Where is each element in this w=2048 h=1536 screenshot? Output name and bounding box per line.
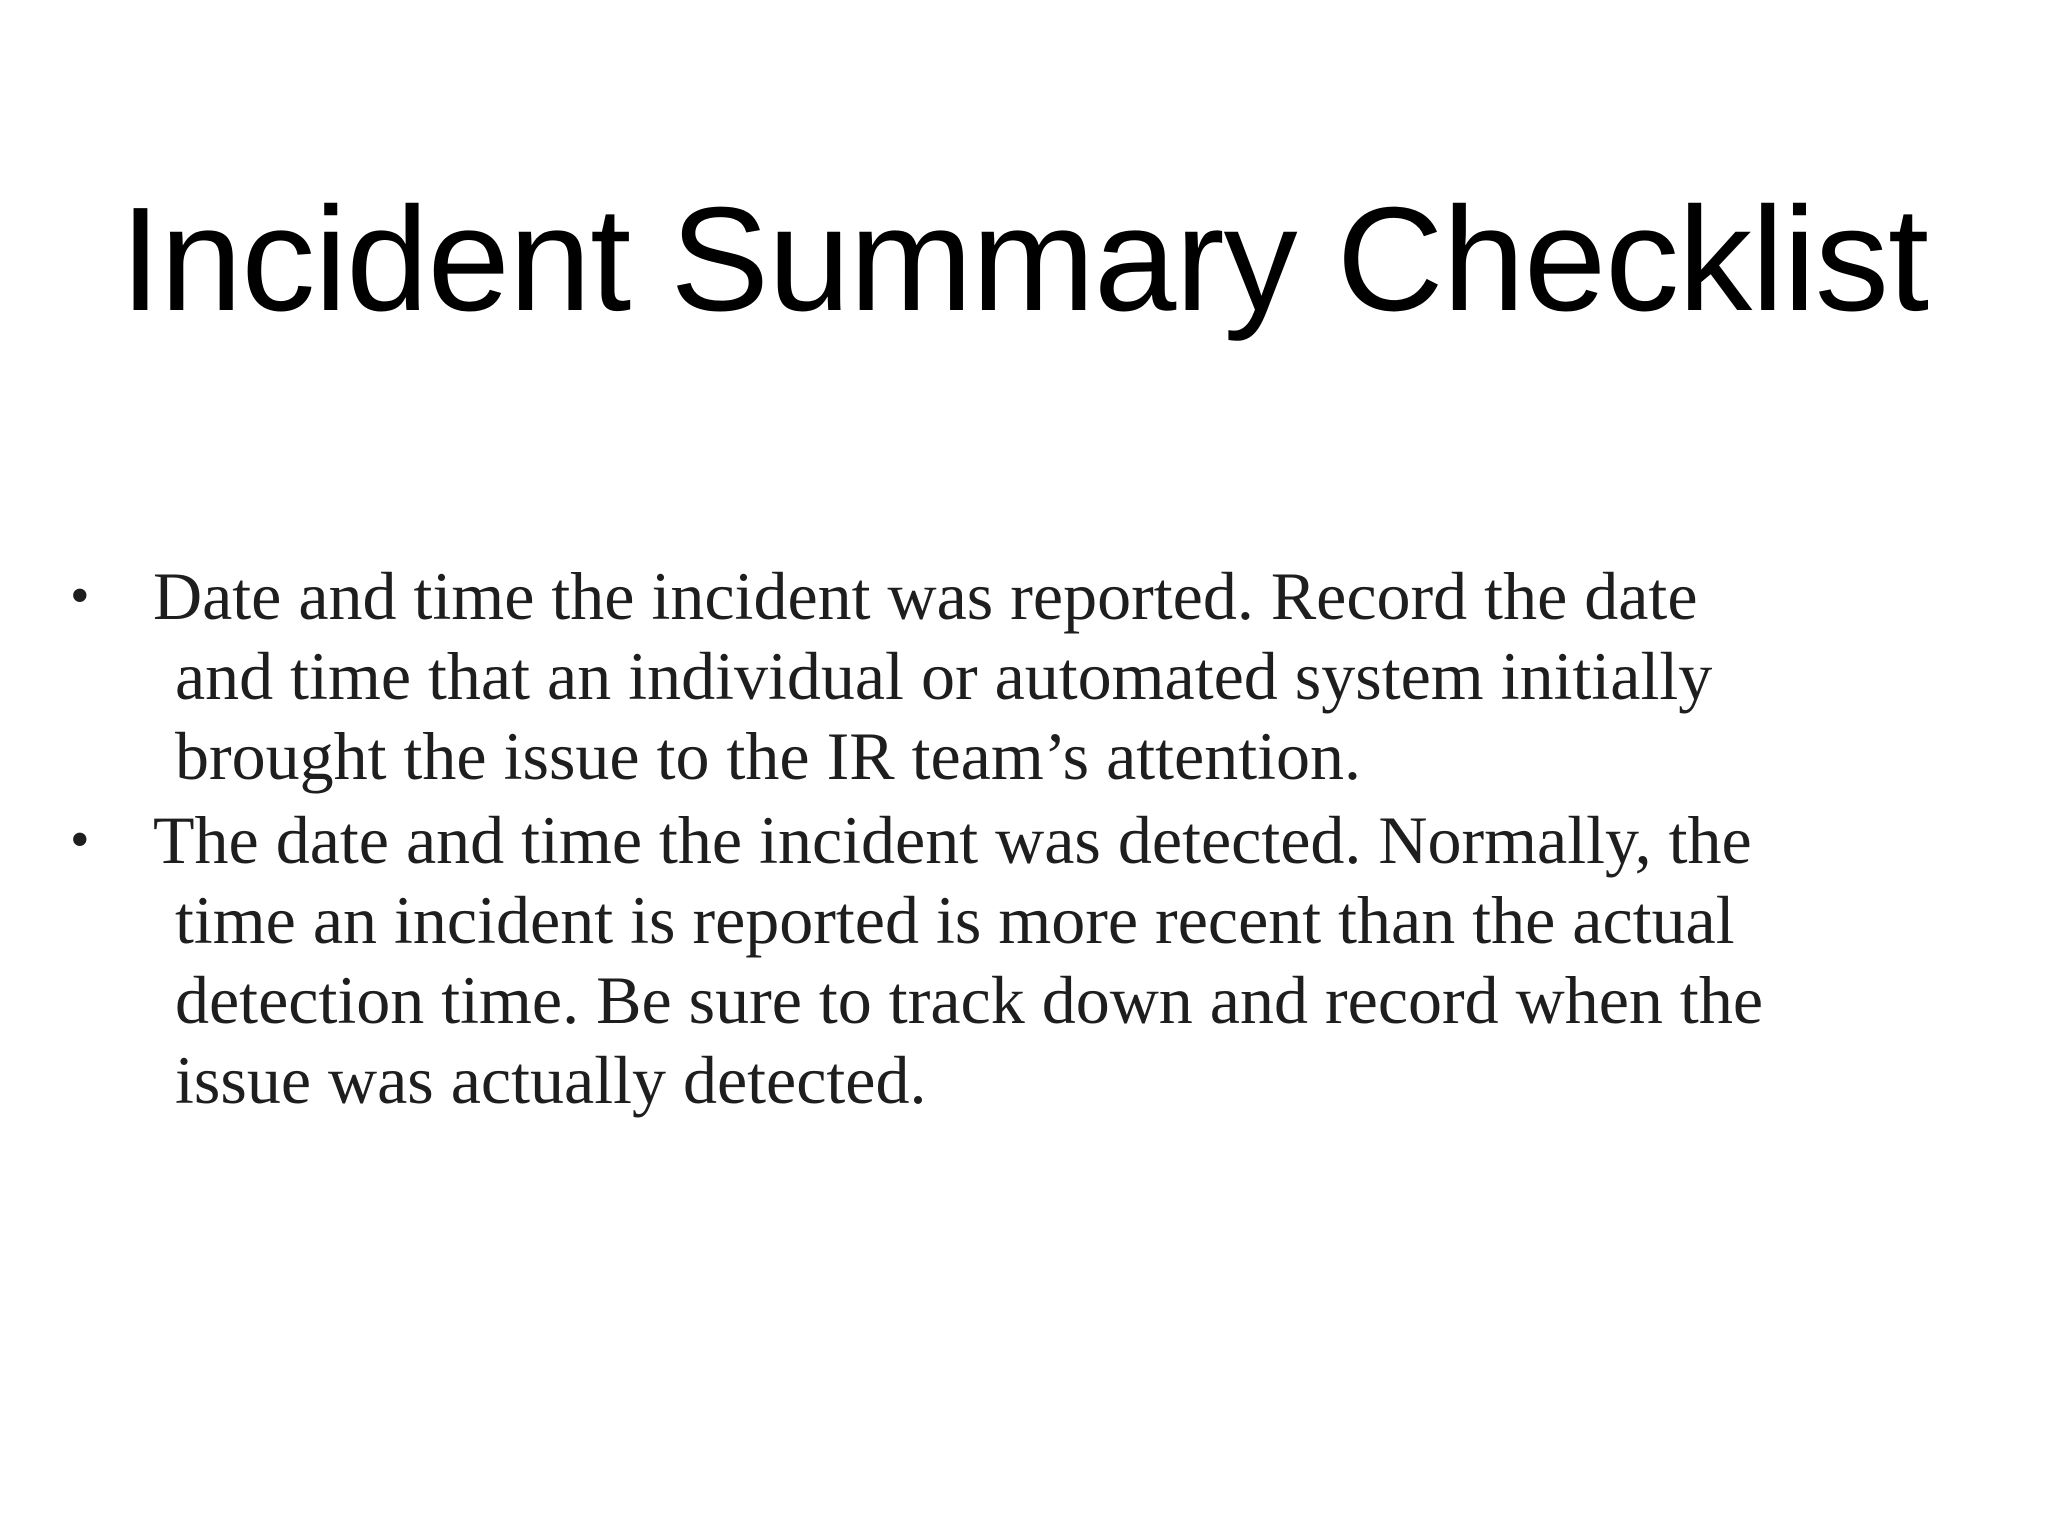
list-item bbox=[70, 800, 1970, 1120]
bullet-line: time an incident is reported is more recent than the actual bbox=[175, 882, 1735, 958]
bullet-line: detection time. Be sure to track down and record when the bbox=[175, 962, 1764, 1038]
bullet-text bbox=[153, 800, 1970, 1120]
bullet-list bbox=[70, 556, 1970, 1124]
bullet-dot-icon: • bbox=[70, 809, 90, 871]
slide-title: Incident Summary Checklist bbox=[119, 177, 1929, 342]
bullet-text bbox=[153, 556, 1970, 796]
bullet-line: issue was actually detected. bbox=[175, 1042, 927, 1118]
list-item bbox=[70, 556, 1970, 796]
bullet-line: The date and time the incident was detected. Normally, the bbox=[153, 802, 1752, 878]
bullet-line: brought the issue to the IR team’s attention. bbox=[175, 718, 1362, 794]
bullet-dot-icon: • bbox=[70, 565, 90, 627]
bullet-line: and time that an individual or automated system initially bbox=[175, 638, 1713, 714]
bullet-line: Date and time the incident was reported. Record the date bbox=[153, 558, 1698, 634]
